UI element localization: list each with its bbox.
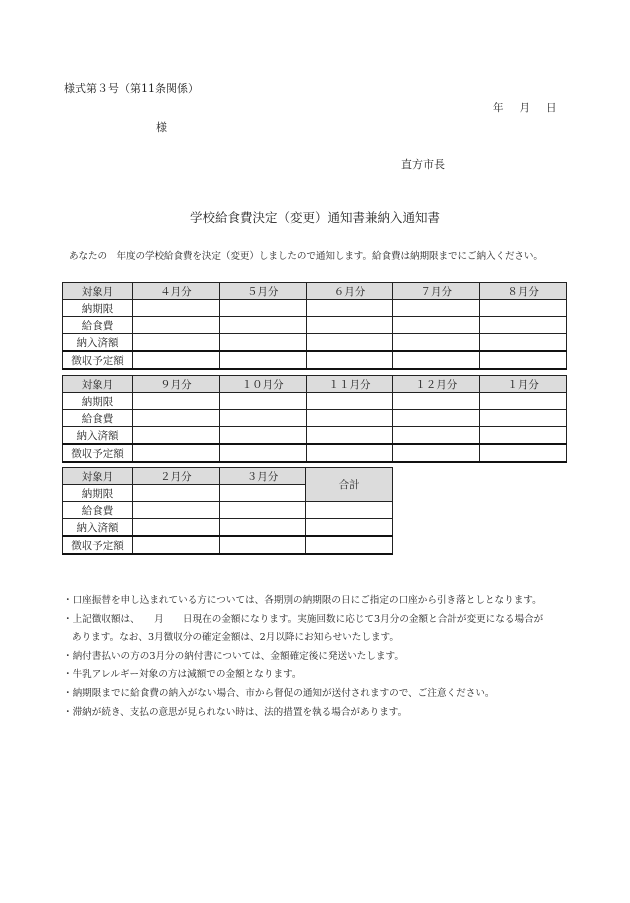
cell [480, 317, 567, 334]
month-header: ６月分 [306, 283, 393, 300]
date-line [493, 100, 557, 115]
month-header: ３月分 [219, 468, 306, 485]
cell [480, 410, 567, 427]
cell [133, 351, 220, 369]
cell [480, 334, 567, 352]
cell [219, 300, 306, 317]
row-label-due-date: 納期限 [63, 300, 133, 317]
cell [480, 393, 567, 410]
cell [133, 300, 220, 317]
cell [219, 519, 306, 537]
cell [219, 485, 306, 502]
row-label-scheduled: 徴収予定額 [63, 444, 133, 462]
note-item: ・上記徴収額は、 月 日現在の金額になります。実施回数に応じて3月分の金額と合計が変更になる場合が [63, 613, 544, 625]
cell [219, 536, 306, 554]
row-label-due-date: 納期限 [63, 393, 133, 410]
cell [219, 351, 306, 369]
month-header: ９月分 [133, 376, 220, 393]
cell [393, 393, 480, 410]
cell [306, 519, 393, 537]
month-header: １２月分 [393, 376, 480, 393]
month-header: １１月分 [306, 376, 393, 393]
cell [306, 502, 393, 519]
note-item: ・牛乳アレルギー対象の方は減額での金額となります。 [63, 669, 302, 681]
cell [219, 393, 306, 410]
cell [306, 334, 393, 352]
cell [393, 300, 480, 317]
cell [480, 351, 567, 369]
cell [133, 410, 220, 427]
cell [306, 351, 393, 369]
row-label-due-date: 納期限 [63, 485, 133, 502]
row-label-paid-amount: 納入済額 [63, 519, 133, 537]
cell [306, 444, 393, 462]
cell [219, 444, 306, 462]
note-item: ・納付書払いの方の3月分の納付書については、金額確定後に発送いたします。 [63, 650, 404, 662]
cell [133, 485, 220, 502]
row-label-lunch-fee: 給食費 [63, 502, 133, 519]
cell [219, 502, 306, 519]
month-header: １０月分 [219, 376, 306, 393]
cell [133, 317, 220, 334]
cell [133, 444, 220, 462]
cell [306, 300, 393, 317]
cell [306, 317, 393, 334]
cell [393, 444, 480, 462]
date-year: 年 [493, 102, 504, 114]
cell [393, 351, 480, 369]
cell [393, 334, 480, 352]
addressee-suffix: 様 [156, 121, 167, 134]
schedule-table-1 [62, 282, 567, 370]
cell [393, 317, 480, 334]
cell [219, 317, 306, 334]
month-header: ７月分 [393, 283, 480, 300]
cell [133, 536, 220, 554]
schedule-table-2 [62, 375, 567, 463]
issuer: 直方市長 [401, 158, 445, 171]
row-label-paid-amount: 納入済額 [63, 334, 133, 352]
row-label-target-month: 対象月 [63, 376, 133, 393]
schedule-table-3 [62, 467, 393, 555]
cell [306, 393, 393, 410]
date-month: 月 [519, 102, 530, 114]
cell [133, 334, 220, 352]
note-item: ・納期限までに給食費の納入がない場合、市から督促の通知が送付されますので、ご注意ください。 [63, 687, 495, 699]
note-item: あります。なお、3月徴収分の確定金額は、2月以降にお知らせいたします。 [72, 632, 399, 644]
cell [133, 427, 220, 445]
row-label-scheduled: 徴収予定額 [63, 351, 133, 369]
row-label-target-month: 対象月 [63, 283, 133, 300]
month-header: ２月分 [133, 468, 220, 485]
document-title: 学校給食費決定（変更）通知書兼納入通知書 [189, 210, 440, 225]
cell [219, 410, 306, 427]
cell [133, 519, 220, 537]
cell [219, 427, 306, 445]
month-header: ４月分 [133, 283, 220, 300]
month-header: ８月分 [480, 283, 567, 300]
cell [306, 427, 393, 445]
row-label-paid-amount: 納入済額 [63, 427, 133, 445]
row-label-target-month: 対象月 [63, 468, 133, 485]
intro-text: あなたの 年度の学校給食費を決定（変更）しましたので通知します。給食費は納期限までにご納入ください。 [69, 251, 543, 262]
cell [480, 444, 567, 462]
cell [306, 410, 393, 427]
cell [306, 536, 393, 554]
cell [133, 393, 220, 410]
row-label-lunch-fee: 給食費 [63, 410, 133, 427]
cell [133, 502, 220, 519]
cell [480, 300, 567, 317]
cell [393, 427, 480, 445]
note-item: ・滞納が続き、支払の意思が見られない時は、法的措置を執る場合があります。 [63, 706, 408, 718]
cell [219, 334, 306, 352]
form-number: 様式第３号（第11条関係） [64, 82, 199, 95]
cell [393, 410, 480, 427]
cell [480, 427, 567, 445]
note-item: ・口座振替を申し込まれている方については、各期別の納期限の日にご指定の口座から引き落としとなります。 [63, 595, 542, 606]
month-header: ５月分 [219, 283, 306, 300]
row-label-scheduled: 徴収予定額 [63, 536, 133, 554]
row-label-lunch-fee: 給食費 [63, 317, 133, 334]
total-header: 合計 [306, 468, 393, 502]
month-header: １月分 [480, 376, 567, 393]
notes-list [63, 592, 583, 722]
date-day: 日 [546, 102, 557, 114]
